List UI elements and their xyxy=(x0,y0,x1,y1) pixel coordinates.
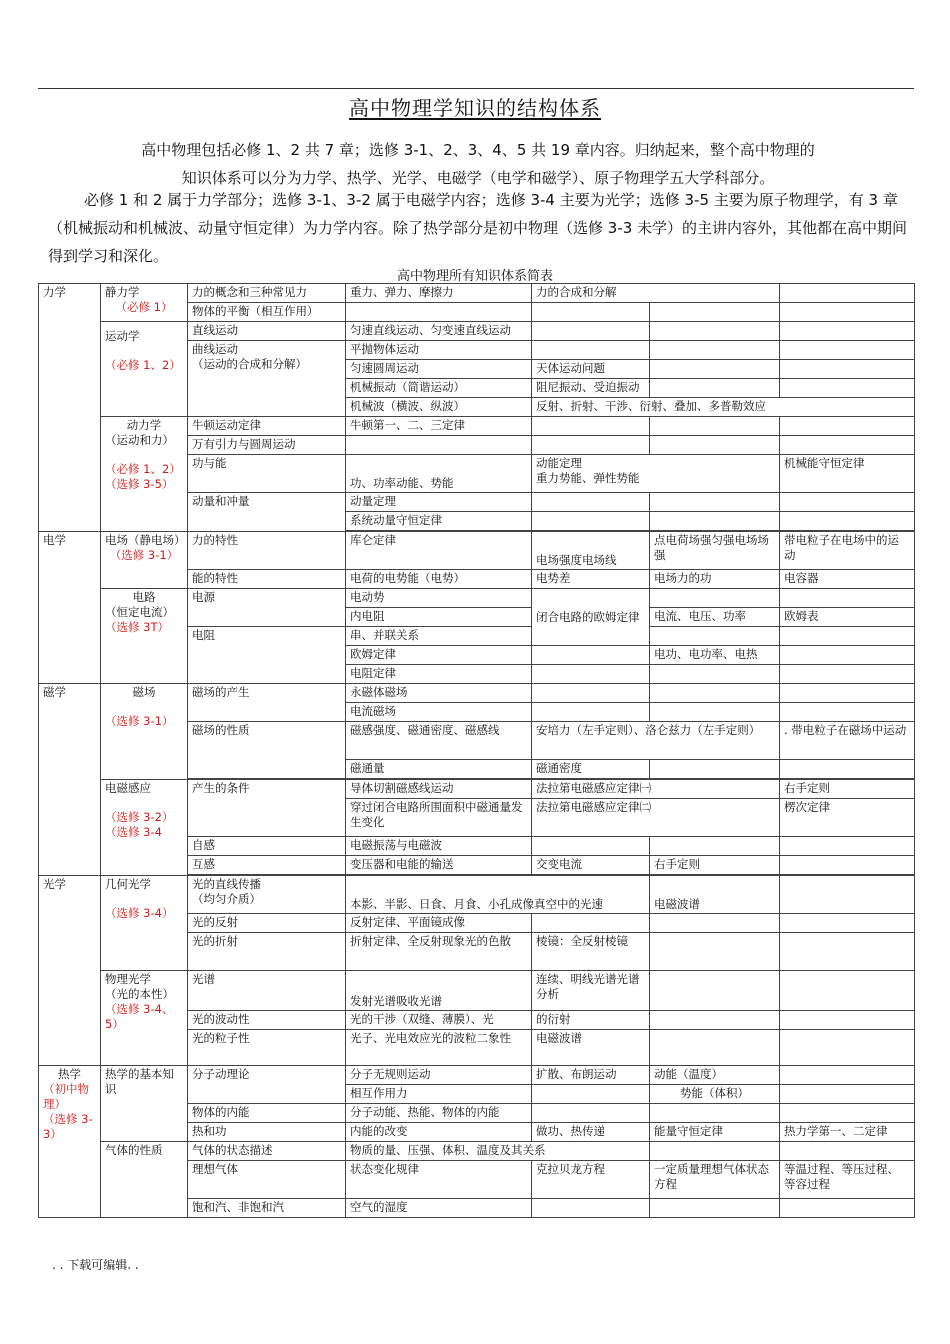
table-row: 动力学 （运动和力） （必修 1、2） （选修 3-5） 牛顿运动定律 牛顿第一、二、三定律 xyxy=(39,417,915,436)
table-row: 物体的平衡（相互作用） xyxy=(39,303,915,322)
table-row: 光的粒子性 光子、光电效应光的波粒二象性 电磁波谱 xyxy=(39,1030,915,1066)
sub-electric-field: 电场（静电场） （选修 3-1） xyxy=(101,532,188,589)
table-row: 物理光学 （光的本性） （选修 3-4、5） 光谱 发射光谱吸收光谱 连续、明线光谱光谱分析 xyxy=(39,971,915,1011)
intro-paragraph-2: 必修 1 和 2 属于力学部分；选修 3-1、3-2 属于电磁学内容；选修 3-4 主要为光学；选修 3-5 主要为原子物理学，有 3 章（机械振动和机械波、动量守恒定律）为力学内容。除了热学部分是初中物理（选修 3-3 未学）的主讲内容外，其他都在高中期间得到学习和深化。 xyxy=(48,191,908,265)
sub-geometric-optics: 几何光学 （选修 3-4） xyxy=(101,876,188,971)
table-row: 物体的内能 分子动能、热能、物体的内能 xyxy=(39,1104,915,1123)
table-row: 电阻定律 xyxy=(39,665,915,684)
table-row: 电路 （恒定电流） （选修 3T） 电源 电动势 闭合电路的欧姆定律 xyxy=(39,589,915,608)
knowledge-table xyxy=(38,283,915,1218)
table-row: 热学 （初中物理） （选修 3-3） 热学的基本知识 分子动理论 分子无规则运动 扩散、布朗运动 动能（温度） xyxy=(39,1066,915,1085)
table-row: 欧姆定律 电功、电功率、电热 xyxy=(39,646,915,665)
table-row: 机械振动（简谐运动） 阻尼振动、受迫振动 xyxy=(39,379,915,398)
section-magnetism: 磁学 xyxy=(39,684,101,876)
sub-gas: 气体的性质 xyxy=(101,1142,188,1218)
table-row: 自感 电磁振荡与电磁波 xyxy=(39,837,915,856)
table-row: 光的折射 折射定律、全反射现象光的色散 棱镜：全反射棱镜 xyxy=(39,933,915,971)
table-row: 磁学 磁场 （选修 3-1） 磁场的产生 永磁体磁场 xyxy=(39,684,915,703)
table-row: 电流磁场 xyxy=(39,703,915,722)
table-row: 力学 静力学 （必修 1） 力的概念和三种常见力 重力、弹力、摩擦力 力的合成和分解 xyxy=(39,284,915,303)
table-row: 功与能 功、功率动能、势能 动能定理 重力势能、弹性势能 机械能守恒定律 xyxy=(39,455,915,493)
table-row: 系统动量守恒定律 xyxy=(39,512,915,531)
table-row: 光的反射 反射定律、平面镜成像 xyxy=(39,914,915,933)
sub-physical-optics: 物理光学 （光的本性） （选修 3-4、5） xyxy=(101,971,188,1066)
top-rule xyxy=(38,88,914,89)
table-caption: 高中物理所有知识体系简表 xyxy=(396,269,553,284)
table-row: 机械波（横波、纵波） 反射、折射、干涉、衍射、叠加、多普勒效应 xyxy=(39,398,915,417)
table-row: 万有引力与圆周运动 xyxy=(39,436,915,455)
table-row: 曲线运动 （运动的合成和分解） 平抛物体运动 xyxy=(39,341,915,360)
table-row: 运动学 （必修 1、2） 直线运动 匀速直线运动、匀变速直线运动 xyxy=(39,322,915,341)
table-row: 穿过闭合电路所围面积中磁通量发生变化 法拉第电磁感应定律㈡ 楞次定律 xyxy=(39,799,915,837)
table-row: 匀速圆周运动 天体运动问题 xyxy=(39,360,915,379)
table-row: 饱和汽、非饱和汽 空气的湿度 xyxy=(39,1199,915,1218)
sub-induction: 电磁感应 （选修 3-2） （选修 3-4 xyxy=(101,780,188,876)
sub-dynamics: 动力学 （运动和力） （必修 1、2） （选修 3-5） xyxy=(101,417,188,532)
table-row: 内电阻 电流、电压、功率 欧姆表 xyxy=(39,608,915,627)
table-row: 气体的性质 气体的状态描述 物质的量、压强、体积、温度及其关系 xyxy=(39,1142,915,1161)
section-optics: 光学 xyxy=(39,876,101,1066)
sub-kinematics: 运动学 （必修 1、2） xyxy=(101,322,188,417)
table-row: 光学 几何光学 （选修 3-4） 光的直线传播 （均匀介质） 本影、半影、日食、月食、小孔成像真空中的光速 电磁波谱 xyxy=(39,876,915,914)
section-heat: 热学 （初中物理） （选修 3-3） xyxy=(39,1066,101,1218)
sub-magnetic-field: 磁场 （选修 3-1） xyxy=(101,684,188,780)
sub-circuit: 电路 （恒定电流） （选修 3T） xyxy=(101,589,188,684)
table-row: 互感 变压器和电能的输送 交变电流 右手定则 xyxy=(39,856,915,875)
table-row: 磁场的性质 磁感强度、磁通密度、磁感线 安培力（左手定则）、洛仑兹力（左手定则） . 带电粒子在磁场中运动 xyxy=(39,722,915,760)
table-row: 电学 电场（静电场） （选修 3-1） 力的特性 库仑定律 电场强度电场线 点电荷场强匀强电场场强 带电粒子在电场中的运动 xyxy=(39,532,915,570)
table-row: 光的波动性 光的干涉（双缝、薄膜）、光 的衍射 xyxy=(39,1011,915,1030)
page-title: 高中物理学知识的结构体系 xyxy=(349,96,601,120)
table-row: 相互作用力 势能（体积） xyxy=(39,1085,915,1104)
sub-heat-basics: 热学的基本知识 xyxy=(101,1066,188,1142)
table-row: 电磁感应 （选修 3-2） （选修 3-4 产生的条件 导体切割磁感线运动 法拉第电磁感应定律㈠ 右手定则 xyxy=(39,780,915,799)
table-row: 热和功 内能的改变 做功、热传递 能量守恒定律 热力学第一、二定律 xyxy=(39,1123,915,1142)
table-row: 动量和冲量 动量定理 xyxy=(39,493,915,512)
sub-statics: 静力学 （必修 1） xyxy=(101,284,188,322)
table-row: 磁通量 磁通密度 xyxy=(39,760,915,779)
section-electricity: 电学 xyxy=(39,532,101,684)
intro-paragraph-1: 高中物理包括必修 1、2 共 7 章；选修 3-1、2、3、4、5 共 19 章内容。归纳起来，整个高中物理的 知识体系可以分为力学、热学、光学、电磁学（电学和磁学）、原子物理学五大学科部分。 xyxy=(141,141,815,187)
table-row: 能的特性 电荷的电势能（电势） 电势差 电场力的功 电容器 xyxy=(39,570,915,589)
table-row: 理想气体 状态变化规律 克拉贝龙方程 一定质量理想气体状态方程 等温过程、等压过程、等容过程 xyxy=(39,1161,915,1199)
footer-note: . . 下载可编辑. . xyxy=(52,1258,139,1272)
section-mechanics: 力学 xyxy=(39,284,101,532)
table-row: 电阻 串、并联关系 xyxy=(39,627,915,646)
